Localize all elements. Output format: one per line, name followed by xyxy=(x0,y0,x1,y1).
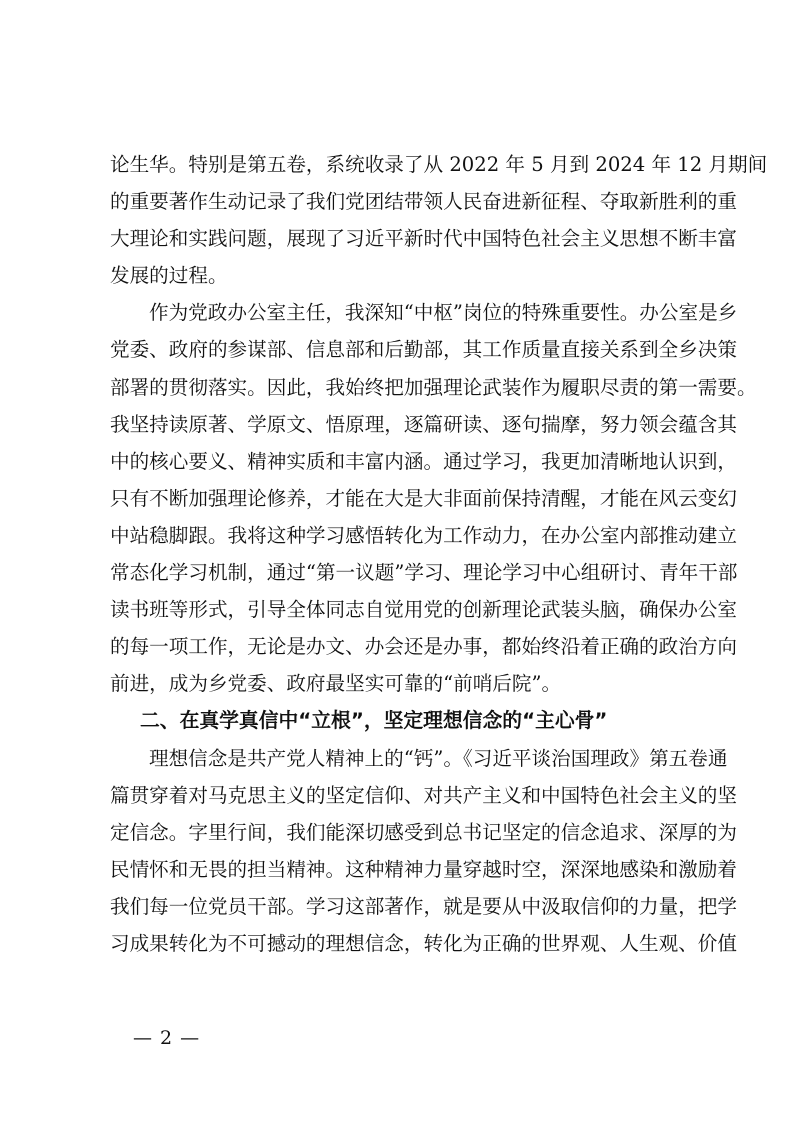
text-line: 理想信念是共产党人精神上的“钙”。《习近平谈治国理政》第五卷通 xyxy=(149,746,728,770)
text-line: 作为党政办公室主任，我深知“中枢”岗位的特殊重要性。办公室是乡 xyxy=(149,301,738,325)
body-text xyxy=(110,146,768,962)
text-line: 篇贯穿着对马克思主义的坚定信仰、对共产主义和中国特色社会主义的坚 xyxy=(110,783,737,807)
text-line: 论生华。特别是第五卷，系统收录了从 2022 年 5 月到 2024 年 12 月期间 xyxy=(110,153,768,176)
text-line: 前进，成为乡党委、政府最坚实可靠的“前哨后院”。 xyxy=(110,672,562,696)
text-line: 读书班等形式，引导全体同志自觉用党的创新理论武装头脑，确保办公室 xyxy=(110,598,737,622)
text-line: 的每一项工作，无论是办文、办会还是办事，都始终沿着正确的政治方向 xyxy=(110,635,737,659)
text-line: 习成果转化为不可撼动的理想信念，转化为正确的世界观、人生观、价值 xyxy=(110,931,737,955)
text-line: 我们每一位党员干部。学习这部著作，就是要从中汲取信仰的力量，把学 xyxy=(110,894,737,918)
text-line: 常态化学习机制，通过“第一议题”学习、理论学习中心组研讨、青年干部 xyxy=(110,561,738,585)
text-line: 党委、政府的参谋部、信息部和后勤部，其工作质量直接关系到全乡决策 xyxy=(110,338,737,362)
text-line: 中的核心要义、精神实质和丰富内涵。通过学习，我更加清晰地认识到， xyxy=(110,449,737,473)
text-line: 大理论和实践问题，展现了习近平新时代中国特色社会主义思想不断丰富 xyxy=(110,227,737,251)
text-line: 定信念。字里行间，我们能深切感受到总书记坚定的信念追求、深厚的为 xyxy=(110,820,737,844)
text-line: 中站稳脚跟。我将这种学习感悟转化为工作动力，在办公室内部推动建立 xyxy=(110,523,737,547)
text-line: 的重要著作生动记录了我们党团结带领人民奋进新征程、夺取新胜利的重 xyxy=(110,190,737,214)
section-heading: 二、在真学真信中“立根”，坚定理想信念的“主心骨” xyxy=(140,709,608,733)
text-line: 部署的贯彻落实。因此，我始终把加强理论武装作为履职尽责的第一需要。 xyxy=(110,375,757,399)
text-line: 民情怀和无畏的担当精神。这种精神力量穿越时空，深深地感染和激励着 xyxy=(110,857,737,881)
page-number: — 2 — xyxy=(133,1027,201,1049)
text-line: 我坚持读原著、学原文、悟原理，逐篇研读、逐句揣摩，努力领会蕴含其 xyxy=(110,412,737,436)
text-line: 只有不断加强理论修养，才能在大是大非面前保持清醒，才能在风云变幻 xyxy=(110,486,737,510)
text-line: 发展的过程。 xyxy=(110,264,228,288)
